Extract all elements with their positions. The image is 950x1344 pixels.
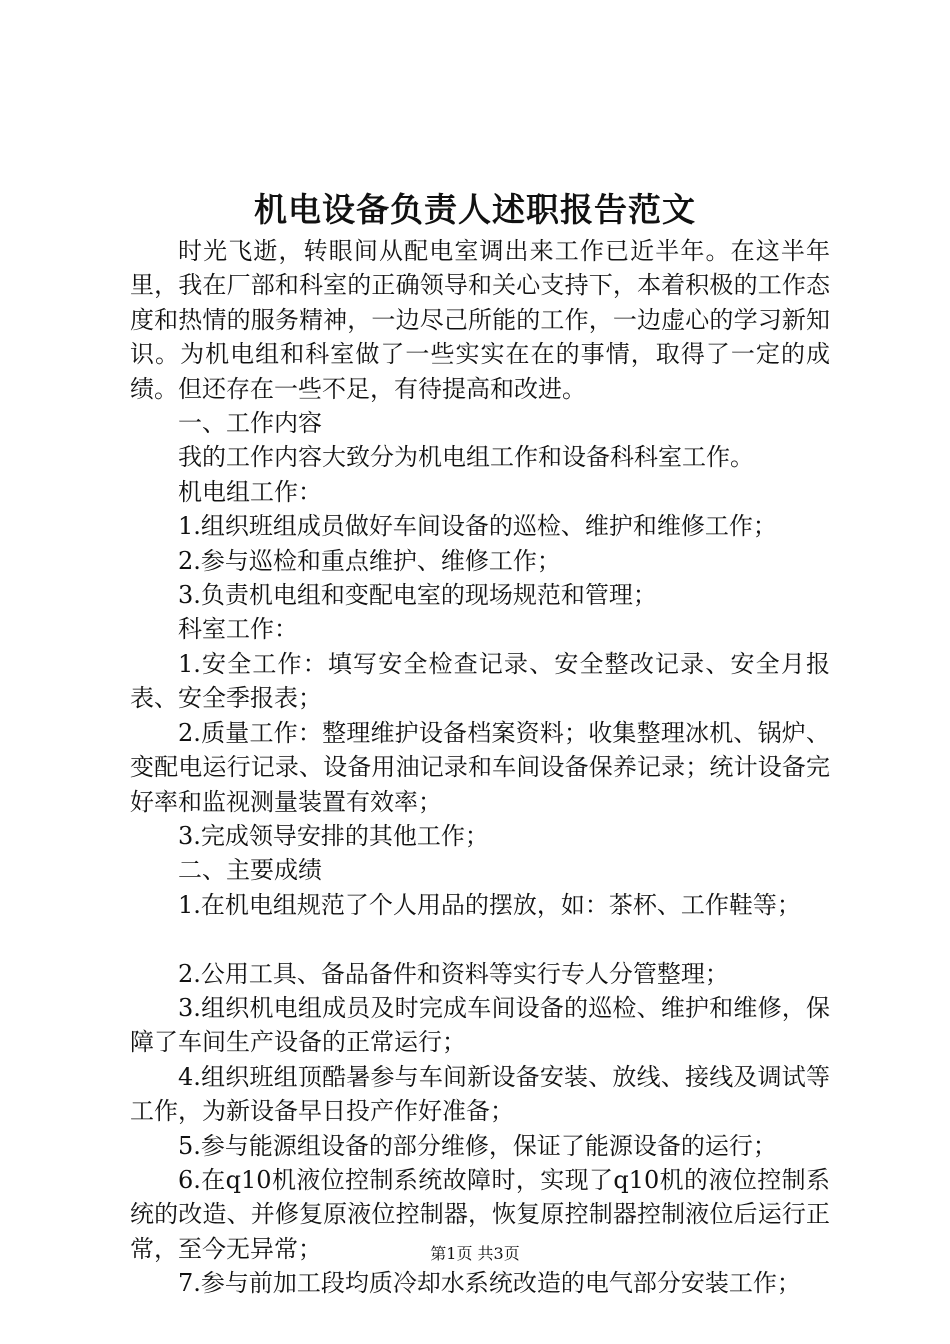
list-item: 3.负责机电组和变配电室的现场规范和管理； (178, 581, 657, 610)
list-item: 2.参与巡检和重点维护、维修工作； (178, 546, 561, 575)
list-item: 3.组织机电组成员及时完成车间设备的巡检、维护和维修，保障了车间生产设备的正常运行； (130, 993, 830, 1057)
list-item: 6.在q10机液位控制系统故障时，实现了q10机的液位控制系统的改造、并修复原液位控制器，恢复原控制器控制液位后运行正常，至今无异常； (130, 1165, 830, 1263)
list-item: 1.在机电组规范了个人用品的摆放，如：茶杯、工作鞋等； (178, 890, 801, 919)
list-item: 1.组织班组成员做好车间设备的巡检、维护和维修工作； (178, 512, 777, 541)
list-item: 4.组织班组顶酷暑参与车间新设备安装、放线、接线及调试等工作，为新设备早日投产作好准备； (130, 1062, 830, 1126)
paragraph: 我的工作内容大致分为机电组工作和设备科科室工作。 (178, 443, 754, 472)
list-item: 5.参与能源组设备的部分维修，保证了能源设备的运行； (178, 1131, 777, 1160)
section-heading-work-content: 一、工作内容 (178, 409, 322, 438)
document-body (130, 234, 830, 1301)
list-item: 3.完成领导安排的其他工作； (178, 821, 489, 850)
subheading-mechanical-group: 机电组工作： (178, 477, 322, 506)
list-item: 1.安全工作：填写安全检查记录、安全整改记录、安全月报表、安全季报表； (130, 649, 830, 713)
subheading-office-work: 科室工作： (178, 615, 298, 644)
page-footer: 第1页 共3页 (430, 1244, 520, 1263)
page-title: 机电设备负责人述职报告范文 (254, 190, 696, 229)
blank-line (130, 922, 830, 956)
section-heading-achievements: 二、主要成绩 (178, 856, 322, 885)
paragraph-intro: 时光飞逝，转眼间从配电室调出来工作已近半年。在这半年里，我在厂部和科室的正确领导和关心支持下，本着积极的工作态度和热情的服务精神，一边尽己所能的工作，一边虚心的学习新知识。为机电组和科室做了一些实实在在的事情，取得了一定的成绩。但还存在一些不足，有待提高和改进。 (130, 237, 830, 403)
list-item: 2.质量工作：整理维护设备档案资料；收集整理冰机、锅炉、变配电运行记录、设备用油记录和车间设备保养记录；统计设备完好率和监视测量装置有效率； (130, 718, 830, 816)
list-item: 2.公用工具、备品备件和资料等实行专人分管整理； (178, 959, 729, 988)
list-item: 7.参与前加工段均质冷却水系统改造的电气部分安装工作； (178, 1269, 801, 1298)
